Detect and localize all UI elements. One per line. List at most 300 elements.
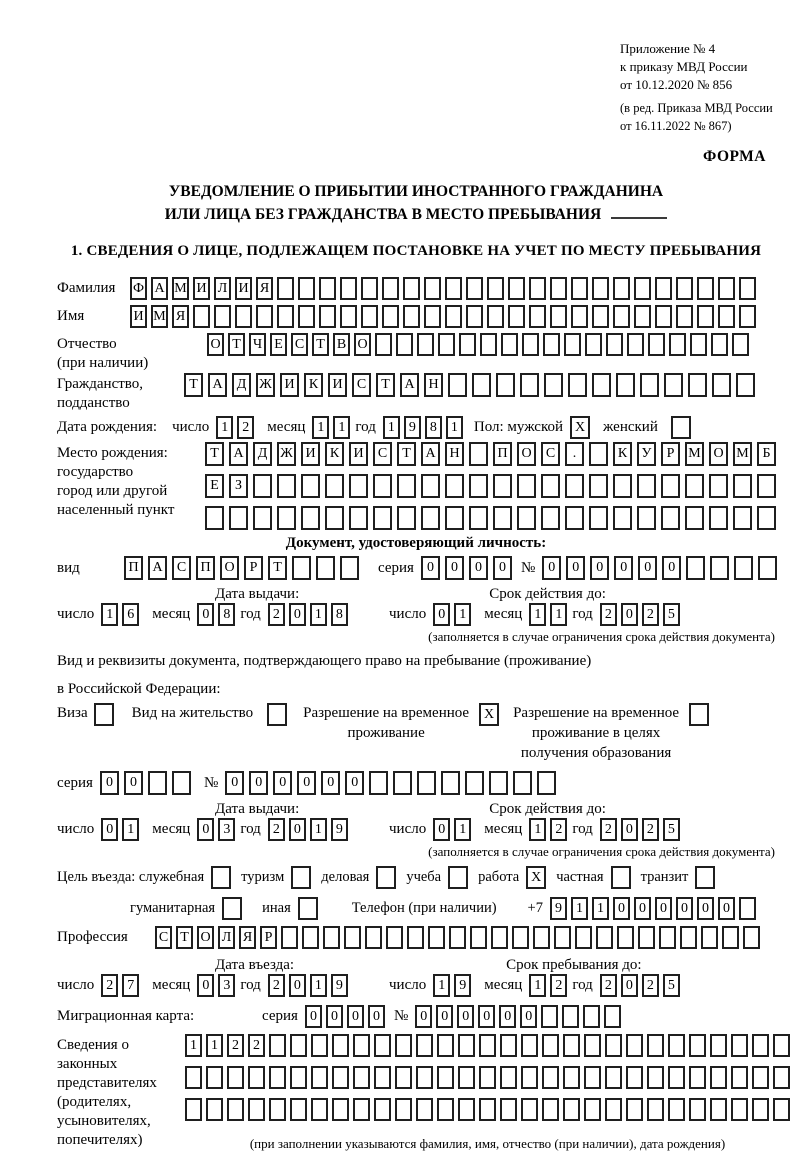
char-cell[interactable]	[269, 1034, 286, 1057]
char-cell[interactable]: Л	[218, 926, 235, 949]
char-cell[interactable]	[605, 1034, 622, 1057]
char-cell[interactable]: 0	[305, 1005, 322, 1028]
char-cell[interactable]	[550, 305, 567, 328]
char-cell[interactable]	[734, 556, 753, 580]
char-cell[interactable]: 1	[529, 603, 546, 626]
checkbox-temp-permit[interactable]: X	[479, 703, 499, 726]
char-cell[interactable]	[773, 1098, 790, 1121]
char-cell[interactable]: Я	[172, 305, 189, 328]
char-cell[interactable]	[396, 333, 413, 356]
char-cell[interactable]	[193, 305, 210, 328]
char-cell[interactable]	[393, 771, 412, 795]
char-cell[interactable]	[311, 1098, 328, 1121]
char-cell[interactable]: 2	[268, 974, 285, 997]
char-cell[interactable]: 0	[469, 556, 488, 580]
char-cell[interactable]	[521, 1098, 538, 1121]
char-cell[interactable]: П	[493, 442, 512, 466]
char-cell[interactable]: 9	[550, 897, 567, 920]
char-cell[interactable]: 0	[493, 556, 512, 580]
char-cell[interactable]	[458, 1066, 475, 1089]
char-cell[interactable]: 0	[326, 1005, 343, 1028]
char-cell[interactable]	[437, 1098, 454, 1121]
char-cell[interactable]	[731, 1098, 748, 1121]
char-cell[interactable]	[470, 926, 487, 949]
char-cell[interactable]	[634, 277, 651, 300]
checkbox-private[interactable]	[611, 866, 631, 889]
char-cell[interactable]	[626, 1098, 643, 1121]
char-cell[interactable]	[424, 305, 441, 328]
char-cell[interactable]: 2	[227, 1034, 244, 1057]
char-cell[interactable]	[185, 1066, 202, 1089]
char-cell[interactable]: 1	[571, 897, 588, 920]
char-cell[interactable]	[349, 474, 368, 498]
char-cell[interactable]	[752, 1098, 769, 1121]
char-cell[interactable]	[757, 474, 776, 498]
char-cell[interactable]	[517, 506, 536, 530]
char-cell[interactable]	[686, 556, 705, 580]
char-cell[interactable]: 0	[676, 897, 693, 920]
char-cell[interactable]	[710, 556, 729, 580]
char-cell[interactable]: 0	[345, 771, 364, 795]
char-cell[interactable]: М	[685, 442, 704, 466]
char-cell[interactable]	[592, 277, 609, 300]
checkbox-commercial[interactable]	[376, 866, 396, 889]
char-cell[interactable]: 0	[197, 818, 214, 841]
char-cell[interactable]: 5	[663, 818, 680, 841]
char-cell[interactable]	[585, 333, 602, 356]
char-cell[interactable]	[521, 1066, 538, 1089]
char-cell[interactable]	[711, 333, 728, 356]
checkbox-study[interactable]	[448, 866, 468, 889]
char-cell[interactable]	[543, 333, 560, 356]
char-cell[interactable]: 6	[122, 603, 139, 626]
char-cell[interactable]: 0	[124, 771, 143, 795]
char-cell[interactable]	[269, 1066, 286, 1089]
char-cell[interactable]	[659, 926, 676, 949]
char-cell[interactable]	[227, 1066, 244, 1089]
char-cell[interactable]	[739, 305, 756, 328]
char-cell[interactable]	[365, 926, 382, 949]
char-cell[interactable]: 2	[248, 1034, 265, 1057]
char-cell[interactable]: К	[613, 442, 632, 466]
char-cell[interactable]	[325, 474, 344, 498]
char-cell[interactable]	[349, 506, 368, 530]
char-cell[interactable]	[281, 926, 298, 949]
char-cell[interactable]: Ж	[256, 373, 275, 397]
char-cell[interactable]	[332, 1098, 349, 1121]
char-cell[interactable]: 0	[614, 556, 633, 580]
char-cell[interactable]	[604, 1005, 621, 1028]
char-cell[interactable]	[148, 771, 167, 795]
char-cell[interactable]: С	[291, 333, 308, 356]
char-cell[interactable]	[185, 1098, 202, 1121]
char-cell[interactable]	[290, 1066, 307, 1089]
char-cell[interactable]	[479, 1034, 496, 1057]
char-cell[interactable]	[664, 373, 683, 397]
char-cell[interactable]	[544, 373, 563, 397]
char-cell[interactable]	[253, 506, 272, 530]
char-cell[interactable]	[758, 556, 777, 580]
char-cell[interactable]	[661, 506, 680, 530]
char-cell[interactable]	[773, 1066, 790, 1089]
char-cell[interactable]: О	[220, 556, 239, 580]
char-cell[interactable]	[685, 506, 704, 530]
char-cell[interactable]: 0	[621, 603, 638, 626]
char-cell[interactable]	[685, 474, 704, 498]
char-cell[interactable]: Л	[214, 277, 231, 300]
char-cell[interactable]	[277, 474, 296, 498]
char-cell[interactable]	[732, 333, 749, 356]
char-cell[interactable]	[513, 771, 532, 795]
char-cell[interactable]: Ф	[130, 277, 147, 300]
char-cell[interactable]	[487, 305, 504, 328]
char-cell[interactable]: 2	[600, 974, 617, 997]
char-cell[interactable]	[437, 1066, 454, 1089]
char-cell[interactable]	[512, 926, 529, 949]
char-cell[interactable]: 0	[289, 603, 306, 626]
char-cell[interactable]	[757, 506, 776, 530]
char-cell[interactable]	[690, 333, 707, 356]
char-cell[interactable]	[469, 506, 488, 530]
char-cell[interactable]	[397, 474, 416, 498]
char-cell[interactable]	[584, 1066, 601, 1089]
char-cell[interactable]	[382, 305, 399, 328]
char-cell[interactable]: Р	[260, 926, 277, 949]
char-cell[interactable]: 1	[550, 603, 567, 626]
char-cell[interactable]: А	[421, 442, 440, 466]
char-cell[interactable]	[606, 333, 623, 356]
char-cell[interactable]	[584, 1098, 601, 1121]
char-cell[interactable]	[375, 333, 392, 356]
char-cell[interactable]: 0	[457, 1005, 474, 1028]
char-cell[interactable]: 1	[216, 416, 233, 439]
char-cell[interactable]	[277, 506, 296, 530]
char-cell[interactable]	[353, 1098, 370, 1121]
char-cell[interactable]	[605, 1098, 622, 1121]
char-cell[interactable]	[206, 1066, 223, 1089]
char-cell[interactable]	[332, 1066, 349, 1089]
char-cell[interactable]: 0	[445, 556, 464, 580]
char-cell[interactable]: 1	[454, 818, 471, 841]
char-cell[interactable]: И	[349, 442, 368, 466]
char-cell[interactable]: Т	[376, 373, 395, 397]
char-cell[interactable]	[374, 1034, 391, 1057]
char-cell[interactable]: 0	[662, 556, 681, 580]
char-cell[interactable]	[583, 1005, 600, 1028]
char-cell[interactable]	[589, 442, 608, 466]
char-cell[interactable]	[421, 474, 440, 498]
char-cell[interactable]: 0	[197, 603, 214, 626]
char-cell[interactable]	[469, 442, 488, 466]
char-cell[interactable]	[500, 1066, 517, 1089]
char-cell[interactable]: 5	[663, 603, 680, 626]
char-cell[interactable]	[718, 277, 735, 300]
char-cell[interactable]	[640, 373, 659, 397]
char-cell[interactable]: А	[151, 277, 168, 300]
char-cell[interactable]	[340, 305, 357, 328]
char-cell[interactable]	[487, 277, 504, 300]
char-cell[interactable]	[710, 1034, 727, 1057]
char-cell[interactable]	[541, 474, 560, 498]
char-cell[interactable]	[613, 305, 630, 328]
char-cell[interactable]: 1	[433, 974, 450, 997]
char-cell[interactable]	[565, 506, 584, 530]
char-cell[interactable]	[248, 1098, 265, 1121]
char-cell[interactable]	[395, 1066, 412, 1089]
char-cell[interactable]	[647, 1034, 664, 1057]
char-cell[interactable]	[669, 333, 686, 356]
char-cell[interactable]: 9	[331, 974, 348, 997]
char-cell[interactable]: 0	[321, 771, 340, 795]
char-cell[interactable]	[205, 506, 224, 530]
char-cell[interactable]	[325, 506, 344, 530]
checkbox-male[interactable]: X	[570, 416, 590, 439]
char-cell[interactable]	[697, 277, 714, 300]
checkbox-business[interactable]	[211, 866, 231, 889]
char-cell[interactable]	[701, 926, 718, 949]
char-cell[interactable]	[689, 1098, 706, 1121]
char-cell[interactable]	[311, 1034, 328, 1057]
char-cell[interactable]	[613, 474, 632, 498]
checkbox-other[interactable]	[298, 897, 318, 920]
char-cell[interactable]	[493, 474, 512, 498]
char-cell[interactable]: 0	[197, 974, 214, 997]
char-cell[interactable]: О	[709, 442, 728, 466]
char-cell[interactable]: 0	[101, 818, 118, 841]
char-cell[interactable]: 1	[310, 974, 327, 997]
char-cell[interactable]: Т	[397, 442, 416, 466]
char-cell[interactable]: Т	[268, 556, 287, 580]
char-cell[interactable]: 8	[218, 603, 235, 626]
char-cell[interactable]	[565, 474, 584, 498]
char-cell[interactable]: 0	[634, 897, 651, 920]
char-cell[interactable]: П	[124, 556, 143, 580]
checkbox-female[interactable]	[671, 416, 691, 439]
char-cell[interactable]	[529, 305, 546, 328]
char-cell[interactable]: 2	[642, 603, 659, 626]
char-cell[interactable]: К	[304, 373, 323, 397]
checkbox-transit[interactable]	[695, 866, 715, 889]
checkbox-work[interactable]: X	[526, 866, 546, 889]
char-cell[interactable]: Я	[239, 926, 256, 949]
char-cell[interactable]: 0	[590, 556, 609, 580]
char-cell[interactable]	[563, 1066, 580, 1089]
char-cell[interactable]	[743, 926, 760, 949]
char-cell[interactable]: 1	[446, 416, 463, 439]
char-cell[interactable]	[458, 1034, 475, 1057]
char-cell[interactable]	[562, 1005, 579, 1028]
char-cell[interactable]	[301, 474, 320, 498]
char-cell[interactable]	[373, 506, 392, 530]
char-cell[interactable]: 0	[433, 603, 450, 626]
char-cell[interactable]: 1	[310, 603, 327, 626]
char-cell[interactable]	[501, 333, 518, 356]
char-cell[interactable]: 2	[550, 818, 567, 841]
char-cell[interactable]: 1	[101, 603, 118, 626]
char-cell[interactable]	[172, 771, 191, 795]
char-cell[interactable]: 0	[289, 974, 306, 997]
char-cell[interactable]	[554, 926, 571, 949]
char-cell[interactable]	[712, 373, 731, 397]
char-cell[interactable]	[340, 277, 357, 300]
char-cell[interactable]	[448, 373, 467, 397]
char-cell[interactable]: Н	[424, 373, 443, 397]
char-cell[interactable]: О	[354, 333, 371, 356]
char-cell[interactable]	[407, 926, 424, 949]
char-cell[interactable]: 8	[425, 416, 442, 439]
char-cell[interactable]: 0	[225, 771, 244, 795]
char-cell[interactable]	[500, 1098, 517, 1121]
char-cell[interactable]	[465, 771, 484, 795]
char-cell[interactable]	[571, 305, 588, 328]
char-cell[interactable]	[445, 305, 462, 328]
char-cell[interactable]: 1	[529, 974, 546, 997]
char-cell[interactable]	[469, 474, 488, 498]
char-cell[interactable]: 1	[206, 1034, 223, 1057]
char-cell[interactable]	[428, 926, 445, 949]
char-cell[interactable]	[676, 305, 693, 328]
char-cell[interactable]	[277, 305, 294, 328]
char-cell[interactable]	[206, 1098, 223, 1121]
char-cell[interactable]	[605, 1066, 622, 1089]
char-cell[interactable]: Ч	[249, 333, 266, 356]
char-cell[interactable]	[627, 333, 644, 356]
char-cell[interactable]	[592, 305, 609, 328]
char-cell[interactable]	[214, 305, 231, 328]
char-cell[interactable]	[529, 277, 546, 300]
char-cell[interactable]: 2	[550, 974, 567, 997]
char-cell[interactable]	[489, 771, 508, 795]
char-cell[interactable]	[575, 926, 592, 949]
char-cell[interactable]	[637, 506, 656, 530]
char-cell[interactable]	[438, 333, 455, 356]
char-cell[interactable]: И	[328, 373, 347, 397]
char-cell[interactable]: 9	[454, 974, 471, 997]
char-cell[interactable]: А	[229, 442, 248, 466]
char-cell[interactable]	[445, 506, 464, 530]
char-cell[interactable]: А	[148, 556, 167, 580]
char-cell[interactable]: 2	[101, 974, 118, 997]
char-cell[interactable]	[445, 474, 464, 498]
char-cell[interactable]: Е	[205, 474, 224, 498]
char-cell[interactable]: 0	[520, 1005, 537, 1028]
char-cell[interactable]: 0	[638, 556, 657, 580]
char-cell[interactable]: 2	[642, 818, 659, 841]
char-cell[interactable]: 0	[655, 897, 672, 920]
char-cell[interactable]	[550, 277, 567, 300]
char-cell[interactable]: И	[301, 442, 320, 466]
char-cell[interactable]: 0	[436, 1005, 453, 1028]
char-cell[interactable]	[382, 277, 399, 300]
char-cell[interactable]	[361, 277, 378, 300]
char-cell[interactable]: 0	[273, 771, 292, 795]
char-cell[interactable]	[361, 305, 378, 328]
char-cell[interactable]	[508, 277, 525, 300]
char-cell[interactable]	[235, 305, 252, 328]
char-cell[interactable]	[493, 506, 512, 530]
char-cell[interactable]: 0	[289, 818, 306, 841]
char-cell[interactable]	[397, 506, 416, 530]
char-cell[interactable]: У	[637, 442, 656, 466]
char-cell[interactable]	[752, 1066, 769, 1089]
char-cell[interactable]	[736, 373, 755, 397]
char-cell[interactable]: Т	[176, 926, 193, 949]
char-cell[interactable]	[589, 506, 608, 530]
char-cell[interactable]	[655, 277, 672, 300]
char-cell[interactable]	[626, 1066, 643, 1089]
char-cell[interactable]	[517, 474, 536, 498]
char-cell[interactable]: В	[333, 333, 350, 356]
char-cell[interactable]: Б	[757, 442, 776, 466]
char-cell[interactable]: 1	[592, 897, 609, 920]
char-cell[interactable]	[292, 556, 311, 580]
char-cell[interactable]	[564, 333, 581, 356]
char-cell[interactable]	[773, 1034, 790, 1057]
char-cell[interactable]	[688, 373, 707, 397]
char-cell[interactable]: А	[400, 373, 419, 397]
char-cell[interactable]: О	[517, 442, 536, 466]
char-cell[interactable]	[466, 277, 483, 300]
char-cell[interactable]	[718, 305, 735, 328]
char-cell[interactable]	[668, 1098, 685, 1121]
char-cell[interactable]	[417, 333, 434, 356]
char-cell[interactable]	[542, 1066, 559, 1089]
char-cell[interactable]	[353, 1034, 370, 1057]
char-cell[interactable]	[386, 926, 403, 949]
char-cell[interactable]: 0	[697, 897, 714, 920]
char-cell[interactable]	[344, 926, 361, 949]
char-cell[interactable]	[647, 1066, 664, 1089]
char-cell[interactable]: 0	[433, 818, 450, 841]
char-cell[interactable]	[301, 506, 320, 530]
char-cell[interactable]: 2	[600, 818, 617, 841]
char-cell[interactable]	[689, 1034, 706, 1057]
char-cell[interactable]: О	[197, 926, 214, 949]
char-cell[interactable]	[441, 771, 460, 795]
checkbox-temp-permit-edu[interactable]	[689, 703, 709, 726]
char-cell[interactable]	[533, 926, 550, 949]
char-cell[interactable]	[416, 1098, 433, 1121]
char-cell[interactable]: 3	[218, 818, 235, 841]
char-cell[interactable]	[739, 897, 756, 920]
char-cell[interactable]	[541, 506, 560, 530]
char-cell[interactable]: 0	[297, 771, 316, 795]
char-cell[interactable]	[466, 305, 483, 328]
char-cell[interactable]	[613, 506, 632, 530]
char-cell[interactable]	[647, 1098, 664, 1121]
char-cell[interactable]	[563, 1034, 580, 1057]
char-cell[interactable]	[253, 474, 272, 498]
char-cell[interactable]	[256, 305, 273, 328]
char-cell[interactable]	[542, 1034, 559, 1057]
char-cell[interactable]	[563, 1098, 580, 1121]
char-cell[interactable]	[319, 305, 336, 328]
char-cell[interactable]	[680, 926, 697, 949]
char-cell[interactable]: 9	[331, 818, 348, 841]
char-cell[interactable]	[648, 333, 665, 356]
char-cell[interactable]	[229, 506, 248, 530]
char-cell[interactable]	[689, 1066, 706, 1089]
char-cell[interactable]: И	[235, 277, 252, 300]
char-cell[interactable]	[731, 1034, 748, 1057]
char-cell[interactable]: И	[280, 373, 299, 397]
char-cell[interactable]: 7	[122, 974, 139, 997]
char-cell[interactable]	[395, 1034, 412, 1057]
char-cell[interactable]	[445, 277, 462, 300]
char-cell[interactable]: Я	[256, 277, 273, 300]
char-cell[interactable]	[541, 1005, 558, 1028]
char-cell[interactable]: М	[172, 277, 189, 300]
